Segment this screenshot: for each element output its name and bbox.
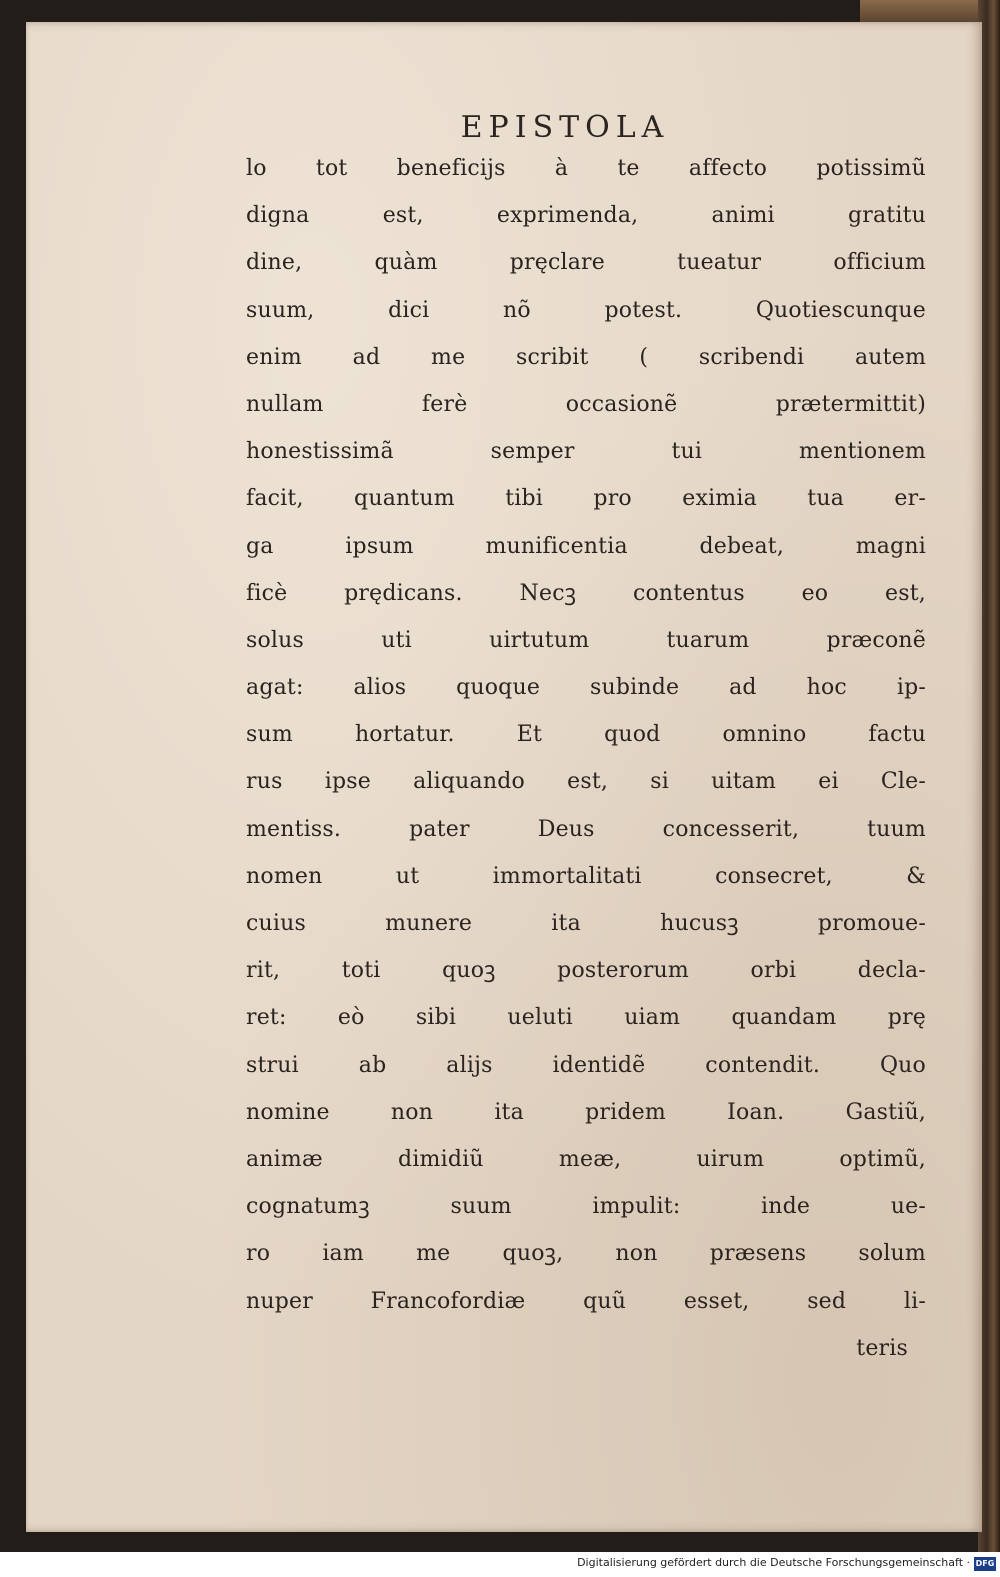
- running-head: EPISTOLA: [460, 110, 670, 145]
- digitization-footer: [0, 1552, 1000, 1577]
- text-line: lo tot beneficijs à te affecto potissimũ: [246, 156, 926, 181]
- text-line: nullam ferè occasionẽ prætermittit): [246, 391, 926, 417]
- footer-credit: Digitalisierung gefördert durch die Deutsche Forschungsgemeinschaft ·: [577, 1556, 970, 1569]
- text-line: ret: eò sibi ueluti uiam quandam prę: [246, 1005, 926, 1031]
- dfg-logo-icon: DFG: [974, 1557, 996, 1571]
- text-line: ga ipsum munificentia debeat, magni: [246, 533, 926, 559]
- body-text: [246, 145, 926, 1372]
- text-line: solus uti uirtutum tuarum præconẽ: [246, 627, 926, 653]
- text-line: cuius munere ita hucusꝫ promoue-: [246, 911, 926, 936]
- text-line: nuper Francofordiæ quũ esset, sed li-: [246, 1288, 926, 1314]
- text-line: sum hortatur. Et quod omnino factu: [246, 722, 926, 748]
- text-line: nomen ut immortalitati consecret, &: [246, 863, 926, 889]
- catchword: teris: [856, 1335, 908, 1361]
- text-line: rus ipse aliquando est, si uitam ei Cle-: [246, 769, 926, 795]
- text-line: facit, quantum tibi pro eximia tua er-: [246, 486, 926, 512]
- text-line: suum, dici nõ potest. Quotiescunque: [246, 297, 926, 323]
- text-line: mentiss. pater Deus concesserit, tuum: [246, 816, 926, 842]
- text-line: cognatumꝫ suum impulit: inde ue-: [246, 1194, 926, 1220]
- text-line: agat: alios quoque subinde ad hoc ip-: [246, 675, 926, 701]
- text-line: enim ad me scribit ( scribendi autem: [246, 344, 926, 370]
- text-line: dine, quàm pręclare tueatur officium: [246, 250, 926, 276]
- text-line: ro iam me quoꝫ, non præsens solum: [246, 1241, 926, 1267]
- text-line: nomine non ita pridem Ioan. Gastiũ,: [246, 1099, 926, 1125]
- text-line: rit, toti quoꝫ posterorum orbi decla-: [246, 958, 926, 984]
- text-line: honestissimã semper tui mentionem: [246, 439, 926, 465]
- text-line: digna est, exprimenda, animi gratitu: [246, 203, 926, 229]
- text-line: strui ab alijs identidẽ contendit. Quo: [246, 1052, 926, 1078]
- text-line: ficè prędicans. Necꝫ contentus eo est,: [246, 580, 926, 606]
- text-line: animæ dimidiũ meæ, uirum optimũ,: [246, 1146, 926, 1172]
